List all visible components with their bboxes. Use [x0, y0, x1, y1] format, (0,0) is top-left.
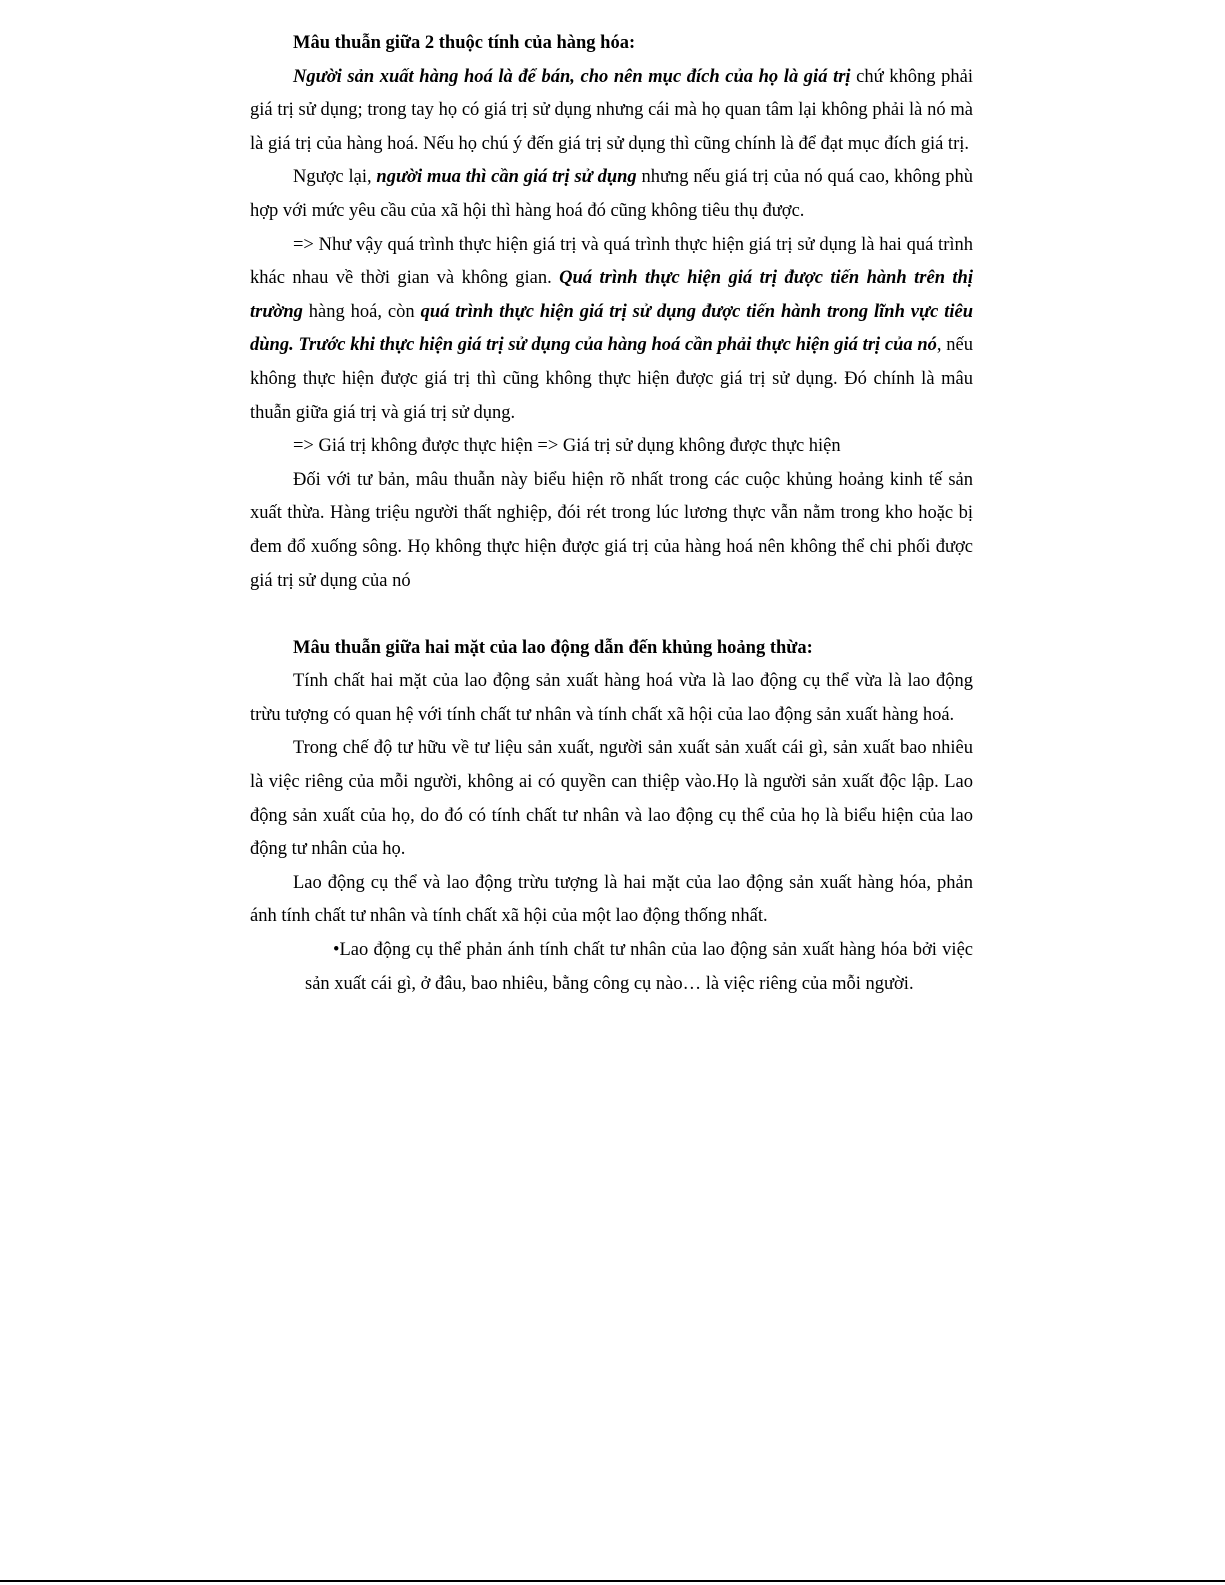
bullet-text: Lao động cụ thể phản ánh tính chất tư nhân của lao động sản xuất hàng hóa bởi việc sản xuất cái gì, ở đâu, bao nhiêu, bằng công cụ nào… là việc riêng của mỗi người.	[305, 940, 973, 994]
emphasis-text: Quá trình thực hiện giá trị được tiến hành trên thị trường	[250, 268, 973, 322]
document-page	[250, 27, 973, 1001]
paragraph-private-ownership: Trong chế độ tư hữu về tư liệu sản xuất, người sản xuất sản xuất cái gì, sản xuất bao nhiêu là việc riêng của mỗi người, không ai có quyền can thiệp vào.Họ là người sản xuất độc lập. Lao động sản xuất của họ, do đó có tính chất tư nhân và lao động cụ thể của họ là biểu hiện của lao động tư nhân của họ.	[250, 738, 973, 860]
emphasis-text: quá trình thực hiện giá trị sử dụng được tiến hành trong lĩnh vực tiêu dùng. Trước khi thực hiện giá trị sử dụng của hàng hoá cần phải thực hiện giá trị của nó	[250, 301, 973, 356]
paragraph-capitalism-crisis: Đối với tư bản, mâu thuẫn này biểu hiện rõ nhất trong các cuộc khủng hoảng kinh tế sản xuất thừa. Hàng triệu người thất nghiệp, đói rét trong lúc lương thực vẫn nằm trong kho hoặc bị đem đổ xuống sông. Họ không thực hiện được giá trị của hàng hoá nên không thể chi phối được giá trị sử dụng của nó	[250, 469, 973, 591]
paragraph-buyer-use-value	[250, 161, 973, 228]
section-heading-commodity-contradiction: Mâu thuẫn giữa 2 thuộc tính của hàng hóa:	[293, 33, 636, 53]
paragraph-realization-process	[250, 229, 973, 431]
paragraph-gap	[250, 598, 973, 632]
bullet-item-concrete-labor	[305, 934, 973, 1001]
body-text: , nếu không thực hiện được giá trị thì cũng không thực hiện được giá trị sử dụng. Đó chính là mâu thuẫn giữa giá trị và giá trị sử dụng.	[250, 335, 973, 423]
bullet-icon: •	[333, 940, 340, 961]
paragraph-concrete-abstract-labor: Lao động cụ thể và lao động trừu tượng là hai mặt của lao động sản xuất hàng hóa, phản ánh tính chất tư nhân và tính chất xã hội của một lao động thống nhất.	[250, 872, 973, 927]
emphasis-text: người mua thì cần giá trị sử dụng	[376, 167, 637, 188]
body-text: chứ không phải giá trị sử dụng; trong tay họ có giá trị sử dụng nhưng cái mà họ quan tâm lại không phải là nó mà là giá trị của hàng hoá. Nếu họ chú ý đến giá trị sử dụng thì cũng chính là để đạt mục đích giá trị.	[250, 66, 973, 154]
body-text: Ngược lại,	[293, 167, 377, 188]
body-text: nhưng nếu giá trị của nó quá cao, không phù hợp với mức yêu cầu của xã hội thì hàng hoá đó cũng không tiêu thụ được.	[250, 167, 973, 221]
paragraph-dual-labor: Tính chất hai mặt của lao động sản xuất hàng hoá vừa là lao động cụ thể vừa là lao động trừu tượng có quan hệ với tính chất tư nhân và tính chất xã hội của lao động sản xuất hàng hoá.	[250, 671, 973, 725]
body-text: hàng hoá, còn	[302, 301, 421, 322]
paragraph-producer-value	[250, 61, 973, 162]
page-bottom-rule	[0, 1580, 1225, 1582]
paragraph-conclusion-arrow: => Giá trị không được thực hiện => Giá trị sử dụng không được thực hiện	[293, 436, 841, 457]
section-heading-labor-contradiction: Mâu thuẫn giữa hai mặt của lao động dẫn đến khủng hoảng thừa:	[293, 637, 813, 658]
body-text: => Như vậy quá trình thực hiện giá trị và quá trình thực hiện giá trị sử dụng là hai quá trình khác nhau về thời gian và không gian.	[250, 234, 973, 289]
emphasis-text: Người sản xuất hàng hoá là để bán, cho nên mục đích của họ là giá trị	[293, 66, 851, 87]
